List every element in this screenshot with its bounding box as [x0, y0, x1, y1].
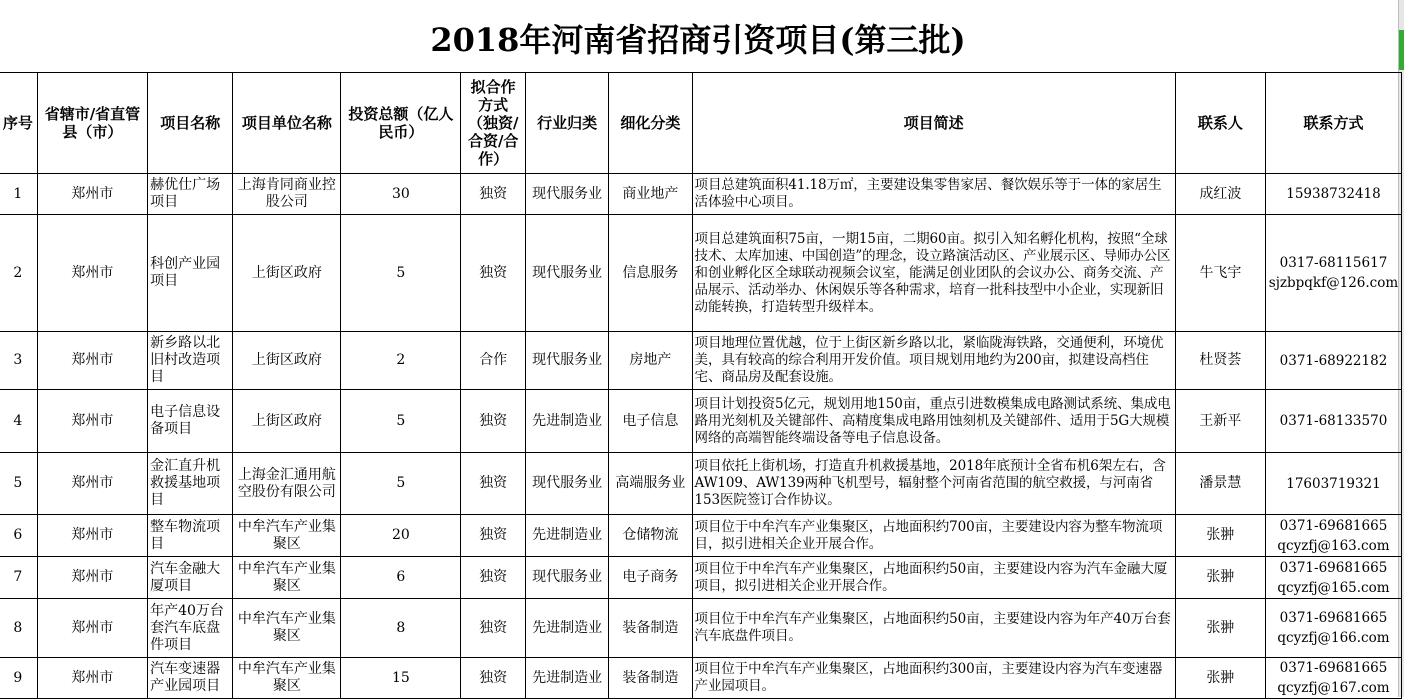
cell-phone[interactable] [1265, 599, 1401, 658]
cell-project-name[interactable]: 整车物流项目 [148, 515, 233, 557]
cell-project-unit[interactable]: 上街区政府 [233, 332, 341, 390]
cell-city[interactable]: 郑州市 [37, 332, 147, 390]
cell-phone[interactable] [1265, 453, 1401, 515]
cell-cooperation-mode[interactable]: 独资 [461, 174, 526, 215]
cell-cooperation-mode[interactable]: 合作 [461, 332, 526, 390]
cell-project-unit[interactable]: 中牟汽车产业集聚区 [233, 515, 341, 557]
cell-no[interactable]: 6 [0, 515, 37, 557]
cell-no[interactable]: 8 [0, 599, 37, 658]
cell-project-name[interactable]: 年产40万台套汽车底盘件项目 [148, 599, 233, 658]
cell-phone[interactable] [1265, 515, 1401, 557]
cell-industry[interactable]: 现代服务业 [526, 215, 609, 332]
table-row[interactable] [0, 453, 1402, 515]
cell-description[interactable]: 项目位于中牟汽车产业集聚区，占地面积约50亩，主要建设内容为汽车金融大厦项目，拟引进相关企业开展合作。 [692, 557, 1175, 599]
cell-description[interactable]: 项目位于中牟汽车产业集聚区，占地面积约50亩，主要建设内容为年产40万台套汽车底盘件项目。 [692, 599, 1175, 658]
table-row[interactable] [0, 599, 1402, 658]
email-text: qcyzfj@163.com [1277, 537, 1390, 554]
table-row[interactable] [0, 174, 1402, 215]
cell-project-unit[interactable]: 中牟汽车产业集聚区 [233, 557, 341, 599]
header-industry: 行业归类 [526, 73, 609, 174]
cell-industry[interactable]: 现代服务业 [526, 332, 609, 390]
cell-contact[interactable]: 牛飞宇 [1175, 215, 1265, 332]
cell-project-unit[interactable]: 中牟汽车产业集聚区 [233, 599, 341, 658]
cell-project-name[interactable]: 新乡路以北旧村改造项目 [148, 332, 233, 390]
cell-investment[interactable]: 5 [341, 453, 461, 515]
cell-contact[interactable]: 王新平 [1175, 390, 1265, 453]
cell-city[interactable]: 郑州市 [37, 515, 147, 557]
email-text: qcyzfj@167.com [1277, 680, 1390, 696]
cell-category[interactable]: 信息服务 [609, 215, 692, 332]
cell-category[interactable]: 商业地产 [609, 174, 692, 215]
cell-phone[interactable] [1265, 174, 1401, 215]
cell-no[interactable]: 3 [0, 332, 37, 390]
cell-industry[interactable]: 先进制造业 [526, 515, 609, 557]
table-row[interactable] [0, 658, 1402, 699]
cell-investment[interactable]: 8 [341, 599, 461, 658]
cell-city[interactable]: 郑州市 [37, 390, 147, 453]
cell-phone[interactable] [1265, 557, 1401, 599]
cell-project-unit[interactable]: 上街区政府 [233, 390, 341, 453]
cell-project-unit[interactable]: 上街区政府 [233, 215, 341, 332]
cell-no[interactable]: 5 [0, 453, 37, 515]
cell-description[interactable]: 项目总建筑面积75亩，一期15亩，二期60亩。拟引入知名孵化机构，按照“全球技术、太库加速、中国创造”的理念，设立路演活动区、产业展示区、导师办公区和创业孵化区全球联动视频会议室，能满足创业团队的会议办公、商务交流、产品展示、活动举办、休闲娱乐等各种需求，培育一批科技型中小企业，实现新旧动能转换，打造转型升级样本。 [692, 215, 1175, 332]
cell-industry[interactable]: 现代服务业 [526, 557, 609, 599]
cell-contact[interactable]: 潘景慧 [1175, 453, 1265, 515]
cell-investment[interactable]: 6 [341, 557, 461, 599]
cell-project-unit[interactable]: 中牟汽车产业集聚区 [233, 658, 341, 699]
phone-text: 0317-68115617 [1279, 255, 1388, 271]
cell-no[interactable]: 4 [0, 390, 37, 453]
cell-investment[interactable]: 2 [341, 332, 461, 390]
cell-cooperation-mode[interactable]: 独资 [461, 453, 526, 515]
sheet-title: 2018年河南省招商引资项目(第三批) [430, 21, 966, 59]
phone-text: 0371-69681665 [1279, 559, 1388, 576]
email-text: qcyzfj@165.com [1277, 579, 1390, 596]
cell-industry[interactable]: 现代服务业 [526, 453, 609, 515]
cell-industry[interactable]: 先进制造业 [526, 390, 609, 453]
cell-phone[interactable] [1265, 215, 1401, 332]
phone-text: 0371-68133570 [1279, 413, 1388, 429]
header-description: 项目简述 [692, 73, 1175, 174]
cell-industry[interactable]: 先进制造业 [526, 599, 609, 658]
header-category: 细化分类 [609, 73, 692, 174]
cell-project-name[interactable]: 金汇直升机救援基地项目 [148, 453, 233, 515]
header-cooperation-mode: 拟合作方式（独资/合资/合作） [461, 73, 526, 174]
cell-city[interactable]: 郑州市 [37, 174, 147, 215]
cell-city[interactable]: 郑州市 [37, 215, 147, 332]
cell-description[interactable]: 项目位于中牟汽车产业集聚区，占地面积约300亩，主要建设内容为汽车变速器产业园项目。 [692, 658, 1175, 699]
cell-project-name[interactable]: 电子信息设备项目 [148, 390, 233, 453]
cell-cooperation-mode[interactable]: 独资 [461, 658, 526, 699]
cell-description[interactable]: 项目位于中牟汽车产业集聚区，占地面积约700亩，主要建设内容为整车物流项目，拟引进相关企业开展合作。 [692, 515, 1175, 557]
header-row [0, 73, 1402, 174]
cell-phone[interactable] [1265, 332, 1401, 390]
cell-cooperation-mode[interactable]: 独资 [461, 557, 526, 599]
table-row[interactable] [0, 332, 1402, 390]
cell-category[interactable]: 装备制造 [609, 599, 692, 658]
phone-text: 0371-69681665 [1279, 610, 1388, 626]
header-city: 省辖市/省直管县（市） [37, 73, 147, 174]
email-text: sjzbpqkf@126.com [1268, 275, 1399, 291]
header-project-name: 项目名称 [148, 73, 233, 174]
cell-investment[interactable]: 5 [341, 390, 461, 453]
table-row[interactable] [0, 557, 1402, 599]
cell-no[interactable]: 7 [0, 557, 37, 599]
cell-cooperation-mode[interactable]: 独资 [461, 390, 526, 453]
table-row[interactable] [0, 390, 1402, 453]
cell-project-unit[interactable]: 上海肯同商业控股公司 [233, 174, 341, 215]
cell-investment[interactable]: 20 [341, 515, 461, 557]
table-row[interactable] [0, 215, 1402, 332]
phone-text: 0371-68922182 [1279, 352, 1388, 369]
cell-investment[interactable]: 15 [341, 658, 461, 699]
cell-cooperation-mode[interactable]: 独资 [461, 215, 526, 332]
cell-category[interactable]: 仓储物流 [609, 515, 692, 557]
cell-category[interactable]: 电子商务 [609, 557, 692, 599]
header-investment: 投资总额（亿人民币） [341, 73, 461, 174]
cell-description[interactable]: 项目计划投资5亿元，规划用地150亩，重点引进数模集成电路测试系统、集成电路用光刻机及关键部件、高精度集成电路用蚀刻机及关键部件、适用于5G大规模网络的高端智能终端设备等电子信息设备。 [692, 390, 1175, 453]
cell-no[interactable]: 1 [0, 174, 37, 215]
header-project-unit: 项目单位名称 [233, 73, 341, 174]
cell-category[interactable]: 装备制造 [609, 658, 692, 699]
cell-industry[interactable]: 现代服务业 [526, 174, 609, 215]
cell-description[interactable]: 项目总建筑面积41.18万㎡，主要建设集零售家居、餐饮娱乐等于一体的家居生活体验中心项目。 [692, 174, 1175, 215]
cell-category[interactable]: 高端服务业 [609, 453, 692, 515]
cell-contact[interactable]: 张翀 [1175, 658, 1265, 699]
cell-contact[interactable]: 张翀 [1175, 515, 1265, 557]
cell-city[interactable]: 郑州市 [37, 658, 147, 699]
cell-project-name[interactable]: 科创产业园项目 [148, 215, 233, 332]
cell-contact[interactable]: 成红波 [1175, 174, 1265, 215]
cell-city[interactable]: 郑州市 [37, 557, 147, 599]
cell-no[interactable]: 9 [0, 658, 37, 699]
email-text: qcyzfj@166.com [1277, 630, 1390, 646]
cell-category[interactable]: 房地产 [609, 332, 692, 390]
cell-contact[interactable]: 张翀 [1175, 599, 1265, 658]
phone-text: 0371-69681665 [1279, 660, 1388, 676]
scrollbar-thumb[interactable] [1399, 30, 1404, 70]
cell-no[interactable]: 2 [0, 215, 37, 332]
cell-project-unit[interactable]: 上海金汇通用航空股份有限公司 [233, 453, 341, 515]
cell-industry[interactable]: 先进制造业 [526, 658, 609, 699]
cell-investment[interactable]: 30 [341, 174, 461, 215]
cell-project-name[interactable]: 汽车金融大厦项目 [148, 557, 233, 599]
cell-description[interactable]: 项目地理位置优越，位于上街区新乡路以北，紧临陇海铁路，交通便利，环境优美，具有较高的综合利用开发价值。项目规划用地约为200亩，拟建设高档住宅、商品房及配套设施。 [692, 332, 1175, 390]
cell-city[interactable]: 郑州市 [37, 599, 147, 658]
cell-category[interactable]: 电子信息 [609, 390, 692, 453]
header-contact: 联系人 [1175, 73, 1265, 174]
header-no: 序号 [0, 73, 37, 174]
cell-contact[interactable]: 杜贤荟 [1175, 332, 1265, 390]
table-row[interactable] [0, 515, 1402, 557]
cell-phone[interactable] [1265, 390, 1401, 453]
cell-contact[interactable]: 张翀 [1175, 557, 1265, 599]
cell-investment[interactable]: 5 [341, 215, 461, 332]
cell-project-name[interactable]: 赫优仕广场项目 [148, 174, 233, 215]
projects-table [0, 72, 1402, 699]
cell-project-name[interactable]: 汽车变速器产业园项目 [148, 658, 233, 699]
cell-cooperation-mode[interactable]: 独资 [461, 599, 526, 658]
header-phone: 联系方式 [1265, 73, 1401, 174]
phone-text: 15938732418 [1286, 186, 1381, 202]
cell-city[interactable]: 郑州市 [37, 453, 147, 515]
cell-description[interactable]: 项目依托上街机场，打造直升机救援基地，2018年底预计全省布机6架左右，含AW109、AW139两种飞机型号，辐射整个河南省范围的航空救援，与河南省153医院签订合作协议。 [692, 453, 1175, 515]
cell-cooperation-mode[interactable]: 独资 [461, 515, 526, 557]
cell-phone[interactable] [1265, 658, 1401, 699]
phone-text: 17603719321 [1286, 475, 1381, 492]
phone-text: 0371-69681665 [1279, 517, 1388, 534]
